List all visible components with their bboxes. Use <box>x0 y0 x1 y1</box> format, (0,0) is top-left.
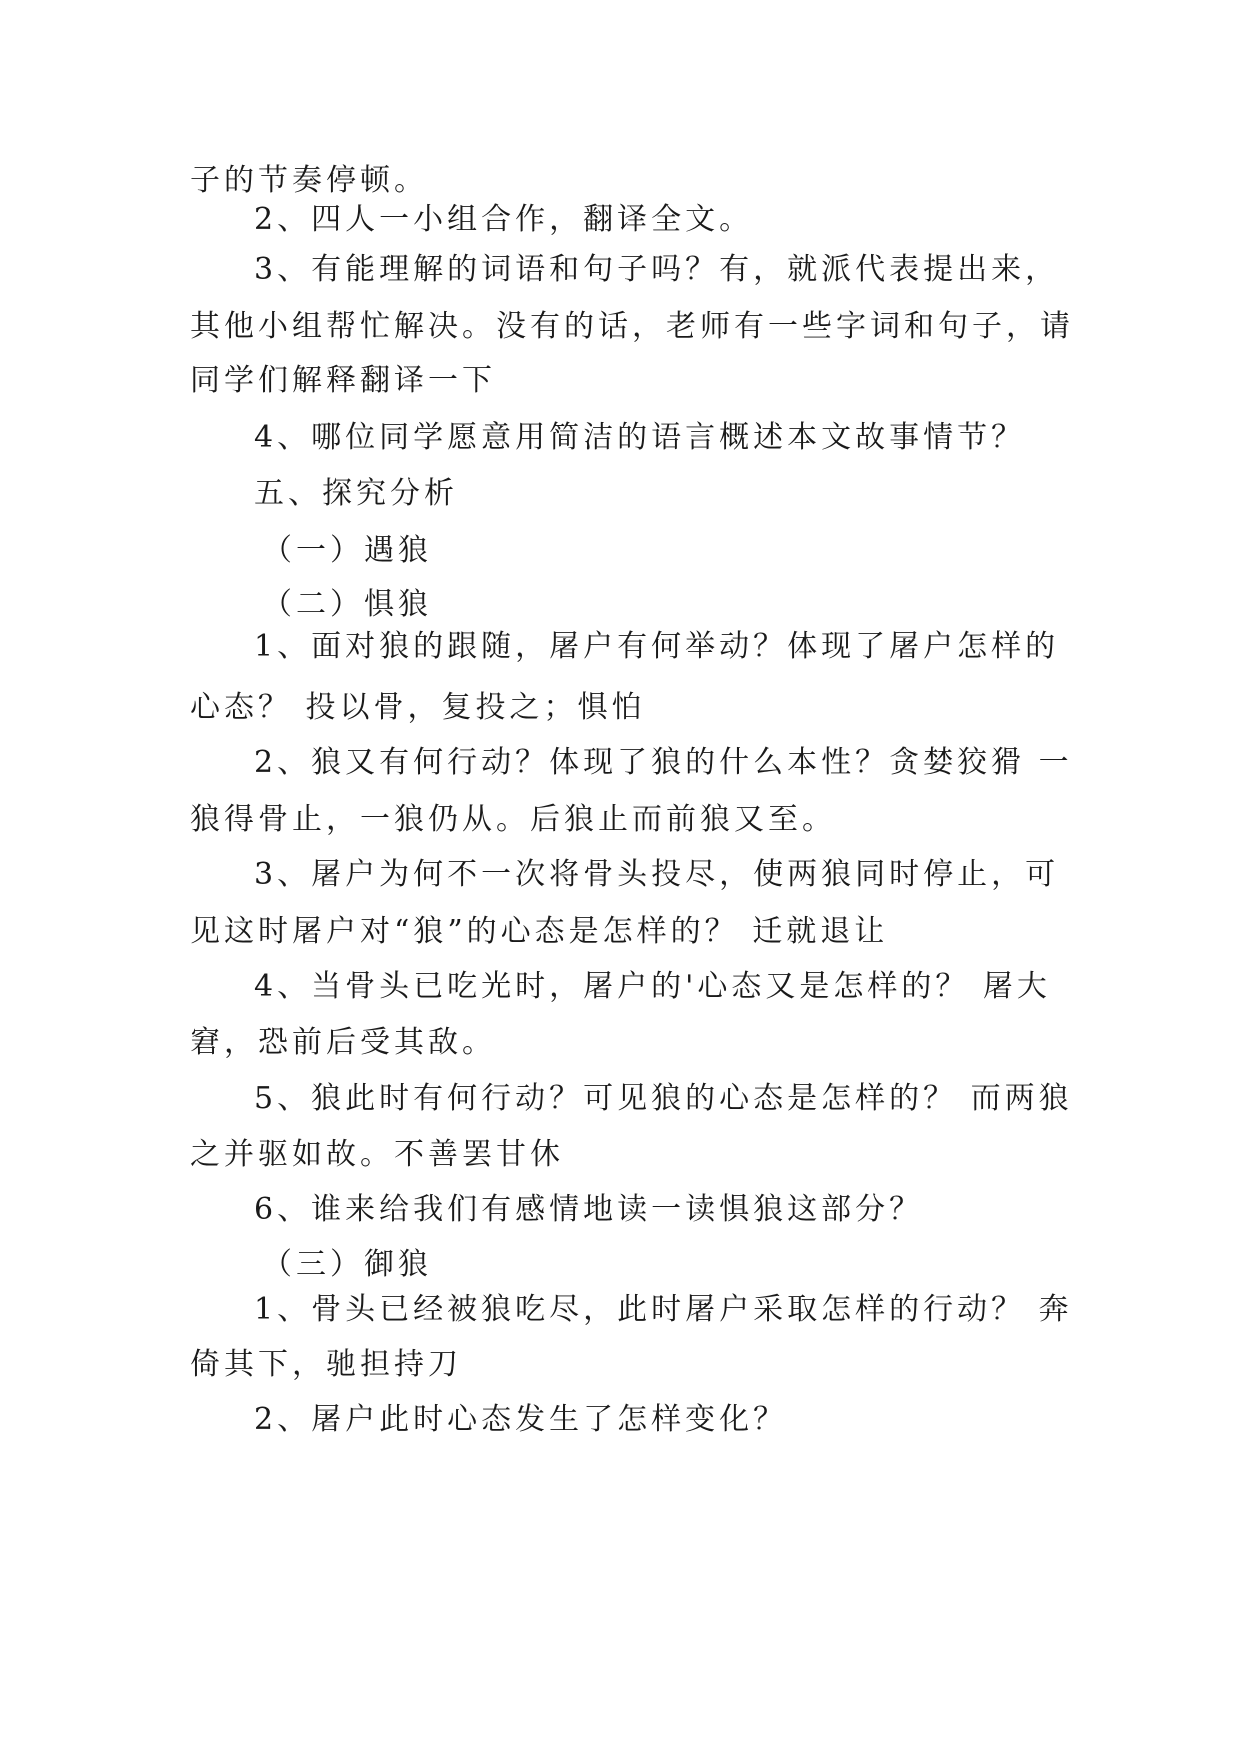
text-line: 1、骨头已经被狼吃尽，此时屠户采取怎样的行动？ 奔 <box>254 1292 1073 1327</box>
text-line: 2、狼又有何行动？体现了狼的什么本性？贪婪狡猾 一 <box>254 745 1073 780</box>
text-line: 心态？ 投以骨，复投之；惧怕 <box>190 690 646 725</box>
section-heading: 五、探究分析 <box>254 476 458 511</box>
text-line: 3、屠户为何不一次将骨头投尽，使两狼同时停止，可 <box>254 857 1060 892</box>
subsection-heading: （三）御狼 <box>262 1247 432 1282</box>
text-line: 6、谁来给我们有感情地读一读惧狼这部分？ <box>254 1192 924 1227</box>
subsection-heading: （二）惧狼 <box>262 587 432 622</box>
text-line: 见这时屠户对“狼”的心态是怎样的？ 迁就退让 <box>190 914 889 949</box>
text-line: 1、面对狼的跟随，屠户有何举动？体现了屠户怎样的 <box>254 629 1060 664</box>
text-line: 4、当骨头已吃光时，屠户的'心态又是怎样的？ 屠大 <box>254 969 1051 1004</box>
text-line: 4、哪位同学愿意用简洁的语言概述本文故事情节？ <box>254 420 1026 455</box>
text-line: 5、狼此时有何行动？可见狼的心态是怎样的？ 而两狼 <box>254 1081 1073 1116</box>
text-line: 狼得骨止，一狼仍从。后狼止而前狼又至。 <box>190 802 836 837</box>
text-line: 3、有能理解的词语和句子吗？有，就派代表提出来， <box>254 252 1060 287</box>
text-line: 其他小组帮忙解决。没有的话，老师有一些字词和句子，请 <box>190 309 1074 344</box>
text-line: 子的节奏停顿。 <box>190 163 428 198</box>
text-line: 之并驱如故。不善罢甘休 <box>190 1137 564 1172</box>
text-line: 倚其下，驰担持刀 <box>190 1347 462 1382</box>
text-line: 2、四人一小组合作，翻译全文。 <box>254 202 754 237</box>
text-line: 窘，恐前后受其敌。 <box>190 1025 496 1060</box>
text-line: 同学们解释翻译一下 <box>190 363 496 398</box>
subsection-heading: （一）遇狼 <box>262 533 432 568</box>
text-line: 2、屠户此时心态发生了怎样变化？ <box>254 1402 788 1437</box>
